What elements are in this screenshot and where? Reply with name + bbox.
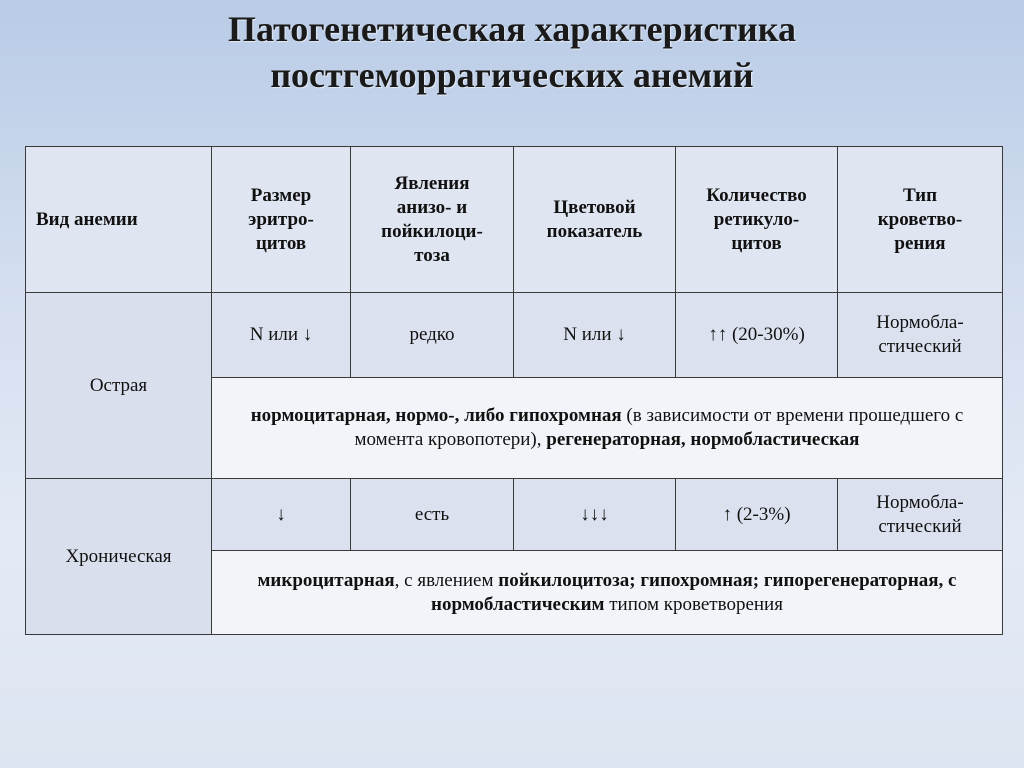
header-line: кроветво- xyxy=(877,208,963,230)
note-segment: (в зависимости от времени прошедшего с момента кровопотери), xyxy=(354,405,964,450)
value-cell: N или ↓ xyxy=(212,293,351,378)
type-line: стический xyxy=(878,336,962,357)
value-cell: есть xyxy=(351,479,514,551)
header-line: Количество xyxy=(706,184,807,206)
header-line: Тип xyxy=(902,184,938,206)
header-cell-aniso xyxy=(351,147,514,293)
table-row xyxy=(26,293,1003,378)
header-cell-color-index xyxy=(514,147,676,293)
category-cell: Хроническая xyxy=(26,479,212,635)
value-cell: ↑ (2-3%) xyxy=(676,479,838,551)
header-cell-size xyxy=(212,147,351,293)
note-segment: типом кроветворения xyxy=(604,593,783,615)
header-line: Размер xyxy=(250,184,312,206)
note-segment: регенераторная, нормобластическая xyxy=(546,429,860,450)
value-cell: ↓ xyxy=(212,479,351,551)
header-line: цитов xyxy=(255,232,307,254)
type-line: Нормобла- xyxy=(876,312,964,333)
title-line-1: Патогенетическая характеристика xyxy=(228,9,796,49)
value-cell: ↑↑ (20-30%) xyxy=(676,293,838,378)
category-cell: Острая xyxy=(26,293,212,479)
header-line: показатель xyxy=(546,220,643,242)
type-line: Нормобла- xyxy=(876,491,964,513)
header-line: пойкилоци- xyxy=(381,220,483,242)
value-cell: ↓↓↓ xyxy=(514,479,676,551)
header-line: тоза xyxy=(414,244,450,266)
note-segment: микроцитарная xyxy=(257,569,395,591)
header-cell-reticulocytes xyxy=(676,147,838,293)
note-cell xyxy=(212,551,1003,635)
header-row xyxy=(26,147,1003,293)
hematopoiesis-type-cell xyxy=(838,479,1003,551)
note-segment: пойкилоцитоза; гипохромная; гипорегенераторная, с нормобластическим xyxy=(431,569,957,615)
table-row xyxy=(26,479,1003,551)
value-cell: редко xyxy=(351,293,514,378)
header-line: Цветовой xyxy=(553,196,636,218)
slide-title xyxy=(0,6,1024,98)
header-line: Явления xyxy=(394,172,470,194)
header-line: цитов xyxy=(731,232,782,254)
type-line: стический xyxy=(878,515,962,537)
header-line: рения xyxy=(894,232,946,254)
anemia-table xyxy=(25,146,1003,635)
header-line: Вид анемии xyxy=(36,208,138,230)
title-line-2: постгеморрагических анемий xyxy=(270,55,754,95)
note-segment: , с явлением xyxy=(394,569,499,591)
header-cell-type xyxy=(26,147,212,293)
value-cell: N или ↓ xyxy=(514,293,676,378)
hematopoiesis-type-cell xyxy=(838,293,1003,378)
note-cell xyxy=(212,378,1003,479)
header-cell-hematopoiesis xyxy=(838,147,1003,293)
header-line: эритро- xyxy=(248,208,314,230)
note-segment: нормоцитарная, нормо-, либо гипохромная xyxy=(250,405,622,426)
header-line: анизо- и xyxy=(396,196,468,218)
header-line: ретикуло- xyxy=(713,208,800,230)
